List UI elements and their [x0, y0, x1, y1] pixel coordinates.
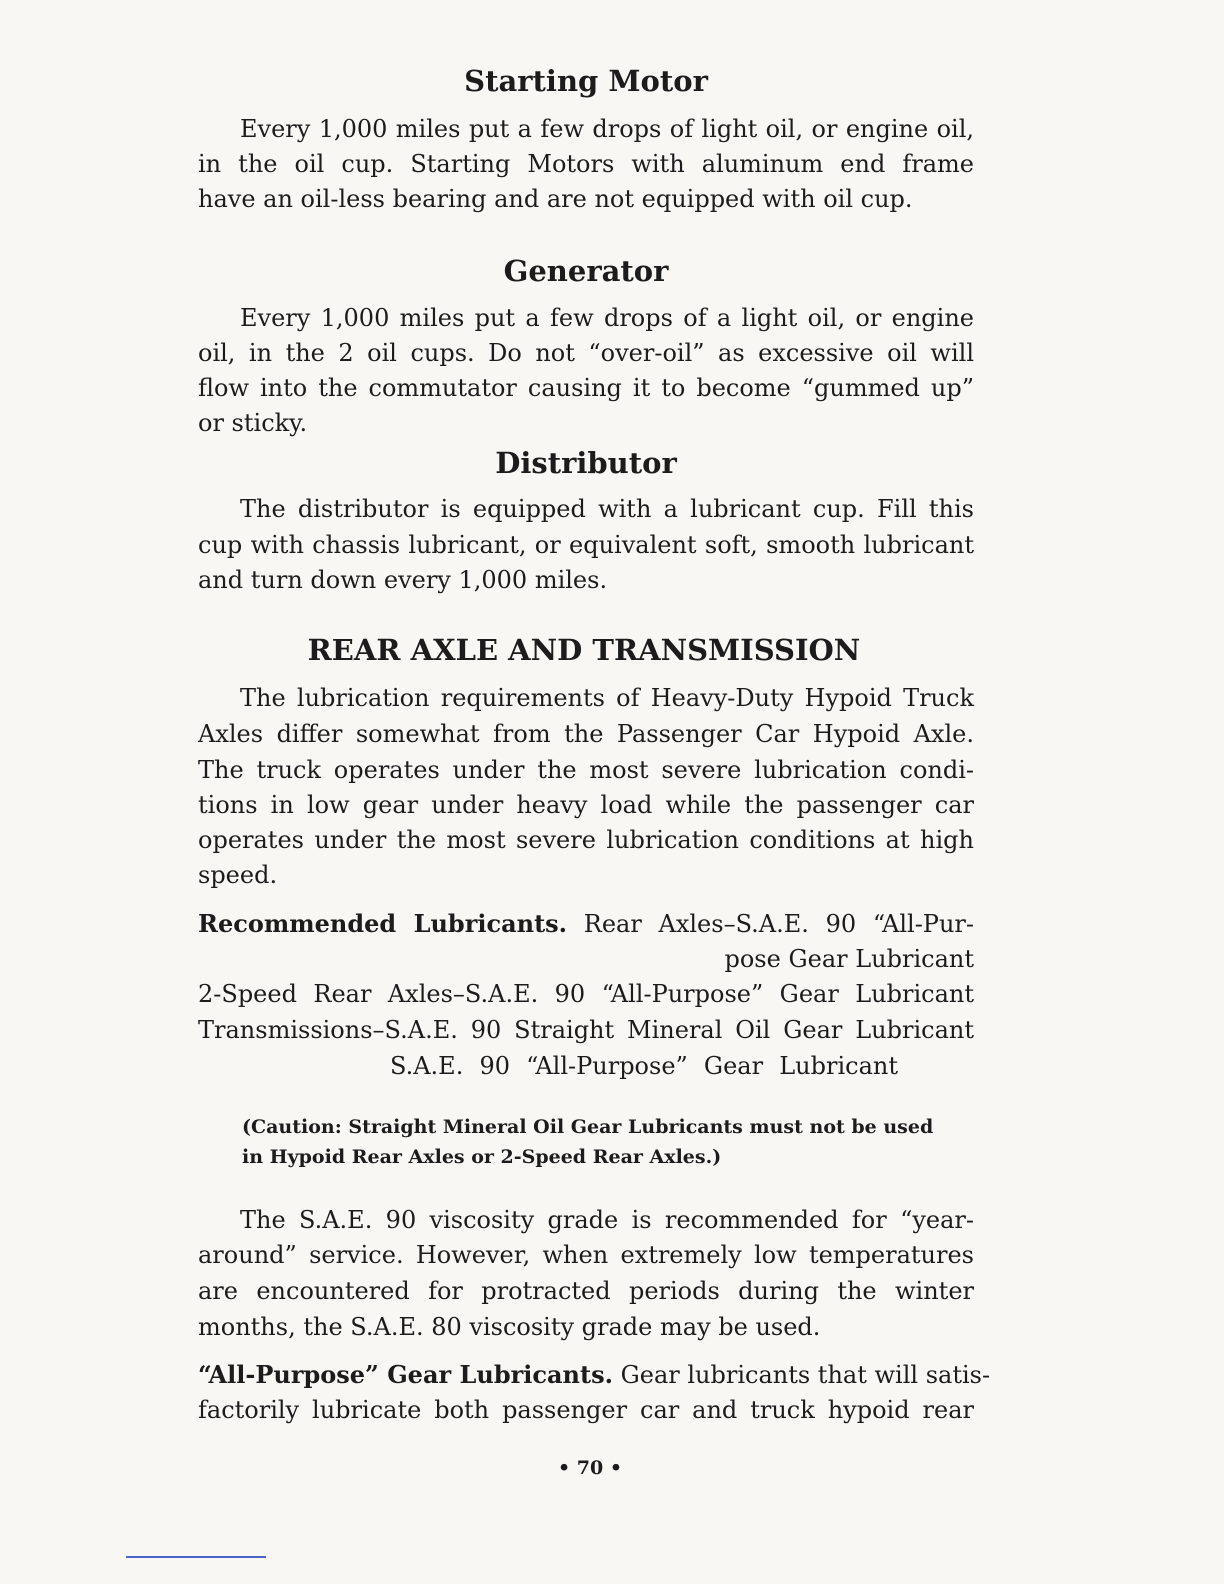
- caution-line: in Hypoid Rear Axles or 2-Speed Rear Axles.): [242, 1146, 722, 1168]
- caution-line: (Caution: Straight Mineral Oil Gear Lubricants must not be used: [242, 1116, 934, 1138]
- viscosity-line: are encountered for protracted periods during the winter: [198, 1277, 974, 1305]
- starting-motor-heading: Starting Motor: [464, 64, 708, 98]
- rear-axle-line: tions in low gear under heavy load while the passenger car: [198, 791, 974, 819]
- rear-axle-line: speed.: [198, 861, 278, 889]
- starting-motor-line: Every 1,000 miles put a few drops of light oil, or engine oil,: [240, 115, 974, 143]
- rear-axle-heading: REAR AXLE AND TRANSMISSION: [307, 633, 861, 667]
- distributor-line: cup with chassis lubricant, or equivalent soft, smooth lubricant: [198, 531, 974, 559]
- rear-axle-line: The lubrication requirements of Heavy-Duty Hypoid Truck: [240, 684, 974, 712]
- starting-motor-line: have an oil-less bearing and are not equipped with oil cup.: [198, 185, 913, 213]
- recommended-line-3: 2-Speed Rear Axles–S.A.E. 90 “All-Purpose” Gear Lubricant: [198, 980, 974, 1008]
- all-purpose-lead: “All-Purpose” Gear Lubricants.: [198, 1360, 613, 1389]
- generator-heading: Generator: [503, 254, 669, 288]
- page-number: • 70 •: [558, 1457, 622, 1479]
- recommended-rest: Rear Axles–S.A.E. 90 “All-Pur-: [583, 910, 974, 938]
- distributor-line: The distributor is equipped with a lubricant cup. Fill this: [240, 495, 974, 523]
- viscosity-line: months, the S.A.E. 80 viscosity grade may be used.: [198, 1313, 821, 1341]
- rear-axle-line: Axles differ somewhat from the Passenger Car Hypoid Axle.: [198, 720, 974, 748]
- generator-line: Every 1,000 miles put a few drops of a light oil, or engine: [240, 304, 974, 332]
- viscosity-line: The S.A.E. 90 viscosity grade is recommended for “year-: [240, 1206, 974, 1234]
- footer-rule: [126, 1556, 266, 1558]
- generator-line: or sticky.: [198, 409, 308, 437]
- all-purpose-line-1: [198, 1360, 991, 1389]
- recommended-line-1: [198, 910, 974, 938]
- distributor-heading: Distributor: [495, 446, 677, 480]
- recommended-line-2: pose Gear Lubricant: [724, 945, 974, 973]
- generator-line: oil, in the 2 oil cups. Do not “over-oil” as excessive oil will: [198, 339, 974, 367]
- recommended-line-5: S.A.E. 90 “All-Purpose” Gear Lubricant: [390, 1052, 898, 1080]
- generator-line: flow into the commutator causing it to become “gummed up”: [198, 374, 974, 402]
- recommended-line-4: Transmissions–S.A.E. 90 Straight Mineral Oil Gear Lubricant: [198, 1016, 974, 1044]
- rear-axle-line: operates under the most severe lubrication conditions at high: [198, 826, 974, 854]
- viscosity-line: around” service. However, when extremely low temperatures: [198, 1241, 974, 1269]
- all-purpose-rest: Gear lubricants that will satis-: [620, 1361, 991, 1389]
- recommended-lead: Recommended Lubricants.: [198, 909, 568, 938]
- rear-axle-line: The truck operates under the most severe lubrication condi-: [198, 756, 974, 784]
- starting-motor-line: in the oil cup. Starting Motors with aluminum end frame: [198, 150, 974, 178]
- all-purpose-line-2: factorily lubricate both passenger car and truck hypoid rear: [198, 1396, 974, 1424]
- distributor-line: and turn down every 1,000 miles.: [198, 566, 608, 594]
